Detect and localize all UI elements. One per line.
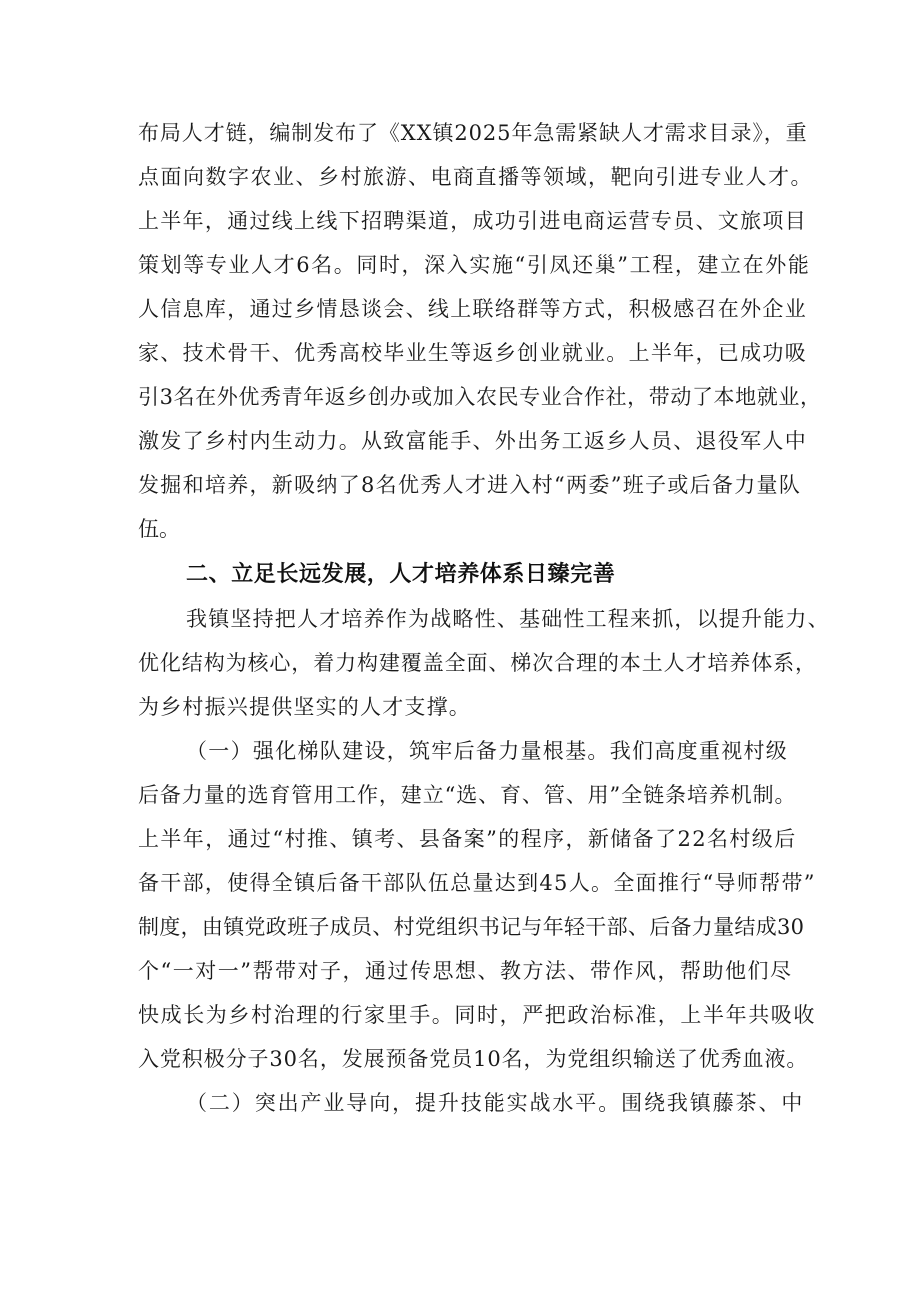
paragraph-line: 快成长为乡村治理的行家里手。同时，严把政治标准，上半年共吸收 (138, 1003, 816, 1027)
paragraph-line: （二）突出产业导向，提升技能实战水平。围绕我镇藤茶、中 (186, 1091, 805, 1115)
paragraph-line: 点面向数字农业、乡村旅游、电商直播等领域，靶向引进专业人才。 (138, 165, 813, 189)
paragraph-line: 优化结构为核心，着力构建覆盖全面、梯次合理的本土人才培养体系， (138, 651, 817, 675)
paragraph-line: 策划等专业人才6名。同时，深入实施“引凤还巢”工程，建立在外能 (138, 253, 811, 277)
paragraph-line: 我镇坚持把人才培养作为战略性、基础性工程来抓，以提升能力、 (186, 607, 830, 631)
paragraph-line: 后备力量的选育管用工作，建立“选、育、管、用”全链条培养机制。 (138, 783, 797, 807)
paragraph-line: 家、技术骨干、优秀高校毕业生等返乡创业就业。上半年，已成功吸 (138, 341, 807, 365)
paragraph-line: 入党积极分子30名，发展预备党员10名，为党组织输送了优秀血液。 (138, 1047, 809, 1071)
paragraph-line: 布局人才链，编制发布了《XX镇2025年急需紧缺人才需求目录》，重 (138, 121, 808, 145)
paragraph-line: 激发了乡村内生动力。从致富能手、外出务工返乡人员、退役军人中 (138, 429, 807, 453)
paragraph-line: 发掘和培养，新吸纳了8名优秀人才进入村“两委”班子或后备力量队 (138, 473, 802, 497)
paragraph-line: （一）强化梯队建设，筑牢后备力量根基。我们高度重视村级 (186, 739, 789, 763)
paragraph-line: 备干部，使得全镇后备干部队伍总量达到45人。全面推行“导师帮带” (138, 871, 816, 895)
section-heading: 二、立足长远发展，人才培养体系日臻完善 (186, 562, 616, 587)
paragraph-line: 上半年，通过线上线下招聘渠道，成功引进电商运营专员、文旅项目 (138, 209, 807, 233)
paragraph-line: 人信息库，通过乡情恳谈会、线上联络群等方式，积极感召在外企业 (138, 297, 807, 321)
paragraph-line: 制度，由镇党政班子成员、村党组织书记与年轻干部、后备力量结成30 (138, 915, 805, 939)
paragraph-line: 为乡村振兴提供坚实的人才支撑。 (138, 695, 471, 719)
paragraph-line: 上半年，通过“村推、镇考、县备案”的程序，新储备了22名村级后 (138, 827, 797, 851)
paragraph-line: 伍。 (138, 517, 180, 541)
paragraph-line: 引3名在外优秀青年返乡创办或加入农民专业合作社，带动了本地就业， (138, 385, 822, 409)
paragraph-line: 个“一对一”帮带对子，通过传思想、教方法、带作风，帮助他们尽 (138, 959, 793, 983)
